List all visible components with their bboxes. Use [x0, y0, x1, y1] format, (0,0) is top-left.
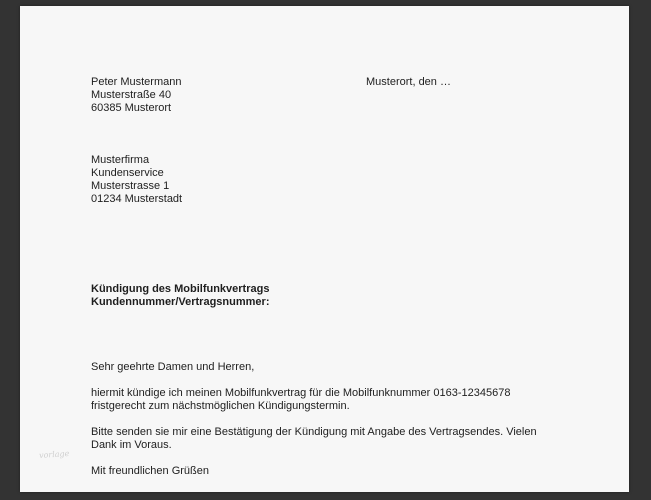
letter-page — [20, 6, 629, 492]
recipient-company: Musterfirma — [91, 154, 150, 166]
sender-city: 60385 Musterort — [91, 102, 172, 114]
watermark: vorlage — [38, 448, 70, 461]
sender-street: Musterstraße 40 — [91, 89, 172, 101]
place-date: Musterort, den … — [366, 76, 451, 88]
recipient-city: 01234 Musterstadt — [91, 193, 183, 205]
subject — [91, 283, 269, 309]
subject-line-2: Kundennummer/Vertragsnummer: — [91, 296, 270, 308]
paragraph-2-line-2: Dank im Voraus. — [91, 439, 172, 451]
recipient-street: Musterstrasse 1 — [91, 180, 170, 192]
recipient-address — [91, 154, 182, 206]
paragraph-1-line-2: fristgerecht zum nächstmöglichen Kündigungstermin. — [91, 400, 350, 412]
paragraph-1-line-1: hiermit kündige ich meinen Mobilfunkvertrag für die Mobilfunknummer 0163-12345678 — [91, 387, 511, 399]
recipient-department: Kundenservice — [91, 167, 164, 179]
salutation: Sehr geehrte Damen und Herren, — [91, 361, 255, 373]
subject-line-1: Kündigung des Mobilfunkvertrags — [91, 283, 270, 295]
sender-name: Peter Mustermann — [91, 76, 182, 88]
body-paragraph-2 — [91, 426, 537, 452]
body-paragraph-1 — [91, 387, 510, 413]
closing: Mit freundlichen Grüßen — [91, 465, 209, 477]
sender-address — [91, 76, 181, 115]
paragraph-2-line-1: Bitte senden sie mir eine Bestätigung der Kündigung mit Angabe des Vertragsendes. Vielen — [91, 426, 537, 438]
